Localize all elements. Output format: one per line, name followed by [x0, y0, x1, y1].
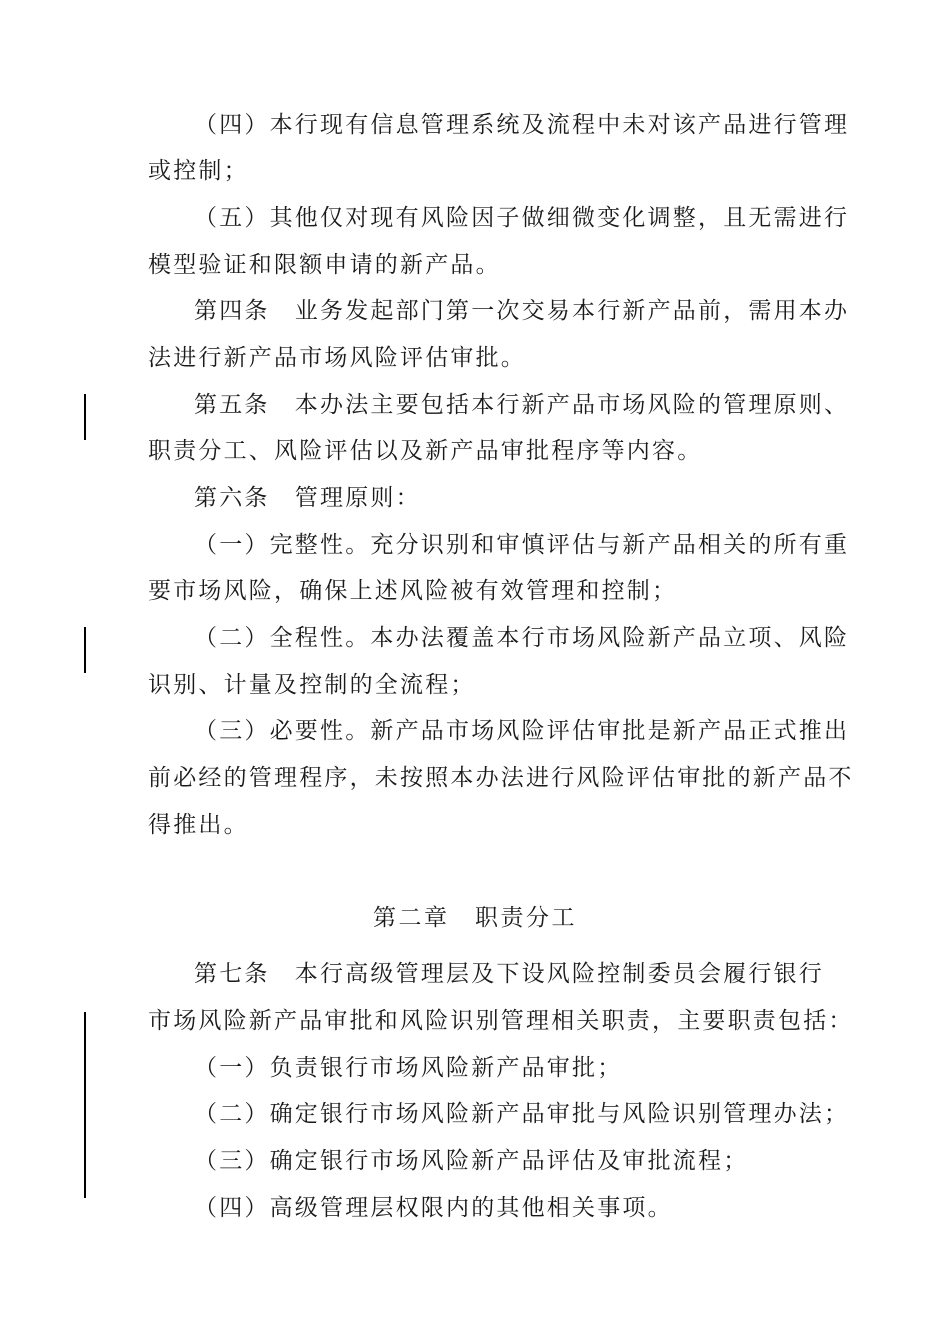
paragraph-line: （四）高级管理层权限内的其他相关事项。	[194, 1195, 673, 1221]
paragraph-line: （三）确定银行市场风险新产品评估及审批流程；	[194, 1148, 749, 1174]
paragraph-line: 模型验证和限额申请的新产品。	[148, 252, 501, 278]
paragraph-line: 职责分工、风险评估以及新产品审批程序等内容。	[148, 438, 703, 464]
paragraph-line: 或控制；	[148, 158, 249, 184]
paragraph-line: （四）本行现有信息管理系统及流程中未对该产品进行管理	[194, 112, 850, 138]
paragraph-line: （一）负责银行市场风险新产品审批；	[194, 1055, 623, 1081]
paragraph-line: （三）必要性。新产品市场风险评估审批是新产品正式推出	[194, 718, 850, 744]
paragraph-line: 得推出。	[148, 812, 249, 838]
paragraph-line: 识别、计量及控制的全流程；	[148, 672, 476, 698]
paragraph-line: （二）确定银行市场风险新产品审批与风险识别管理办法；	[194, 1101, 850, 1127]
paragraph-line: （二）全程性。本办法覆盖本行市场风险新产品立项、风险	[194, 625, 850, 651]
paragraph-line: 第六条 管理原则：	[194, 485, 421, 511]
paragraph-line: （五）其他仅对现有风险因子做细微变化调整，且无需进行	[194, 205, 850, 231]
paragraph-line: 前必经的管理程序，未按照本办法进行风险评估审批的新产品不	[148, 765, 854, 791]
paragraph-line: 第七条 本行高级管理层及下设风险控制委员会履行银行	[194, 961, 824, 987]
paragraph-line: 要市场风险，确保上述风险被有效管理和控制；	[148, 578, 678, 604]
revision-bar	[84, 627, 86, 673]
paragraph-line: （一）完整性。充分识别和审慎评估与新产品相关的所有重	[194, 532, 850, 558]
paragraph-line: 法进行新产品市场风险评估审批。	[148, 345, 526, 371]
chapter-heading: 第二章 职责分工	[373, 905, 577, 931]
paragraph-line: 第五条 本办法主要包括本行新产品市场风险的管理原则、	[194, 392, 850, 418]
revision-bar	[84, 394, 86, 440]
paragraph-line: 市场风险新产品审批和风险识别管理相关职责，主要职责包括：	[148, 1008, 854, 1034]
revision-bar	[84, 1012, 86, 1198]
paragraph-line: 第四条 业务发起部门第一次交易本行新产品前，需用本办	[194, 298, 850, 324]
